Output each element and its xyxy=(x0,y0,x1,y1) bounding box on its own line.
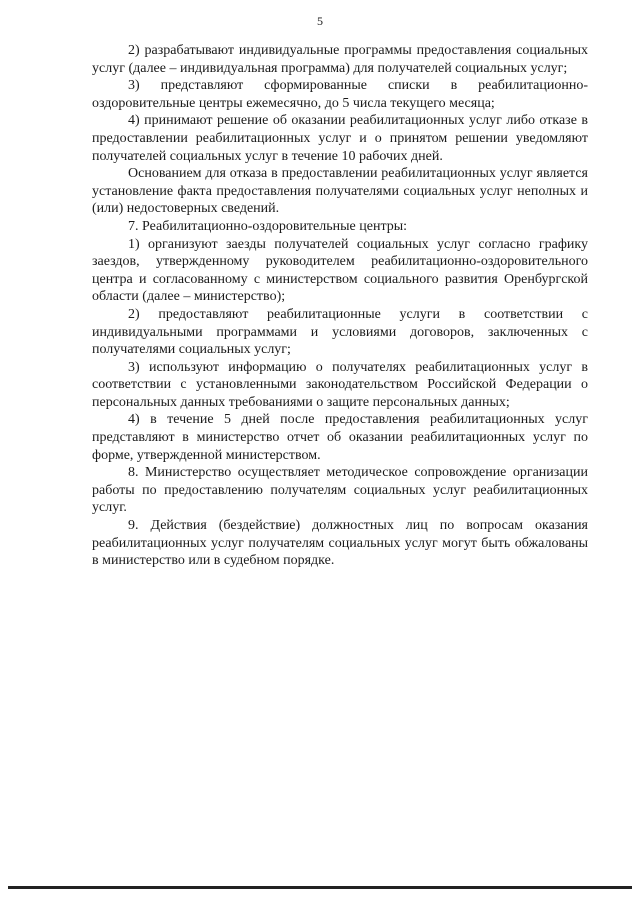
paragraph-section-8-ministry: 8. Министерство осуществляет методическое сопровождение организации работы по предоставлению получателям социальных услуг реабилитационных услуг. xyxy=(92,465,588,516)
paragraph-7-item-3-personal-data: 3) используют информацию о получателях реабилитационных услуг в соответствии с установленными законодательством Российской Федерации о персональных данных требованиями о защите персональных данных; xyxy=(92,359,588,410)
paragraph-7-item-1-arrivals: 1) организуют заезды получателей социальных услуг согласно графику заездов, утвержденному руководителем реабилитационно-оздоровительного центра и согласованному с министерством социального развития Оренбургской области (далее – министерство); xyxy=(92,236,588,305)
paragraph-refusal-grounds: Основанием для отказа в предоставлении реабилитационных услуг является установление факта предоставления получателями социальных услуг неполных и (или) недостоверных сведений. xyxy=(92,166,588,217)
paragraph-7-item-4-report: 4) в течение 5 дней после предоставления реабилитационных услуг представляют в министерство отчет об оказании реабилитационных услуг по форме, утвержденной министерством. xyxy=(92,412,588,463)
bottom-rule xyxy=(8,886,632,889)
paragraph-section-9-appeal: 9. Действия (бездействие) должностных лиц по вопросам оказания реабилитационных услуг получателям социальных услуг могут быть обжалованы в министерство или в судебном порядке. xyxy=(92,518,588,569)
paragraph-7-item-2-services: 2) предоставляют реабилитационные услуги в соответствии с индивидуальными программами и условиями договоров, заключенных с получателями социальных услуг; xyxy=(92,306,588,358)
document-body xyxy=(92,42,588,570)
paragraph-item-4-decision: 4) принимают решение об оказании реабилитационных услуг либо отказе в предоставлении реабилитационных услуг и о принятом решении уведомляют получателей социальных услуг в течение 10 рабочих дней. xyxy=(92,113,588,164)
paragraph-item-3-submit-lists: 3) представляют сформированные списки в реабилитационно-оздоровительные центры ежемесячно, до 5 числа текущего месяца; xyxy=(92,78,588,111)
page-number: 5 xyxy=(317,14,323,28)
paragraph-item-2-individual-programs: 2) разрабатывают индивидуальные программы предоставления социальных услуг (далее – индивидуальная программа) для получателей социальных услуг; xyxy=(92,43,588,76)
paragraph-section-7-heading: 7. Реабилитационно-оздоровительные центры: xyxy=(128,218,408,234)
